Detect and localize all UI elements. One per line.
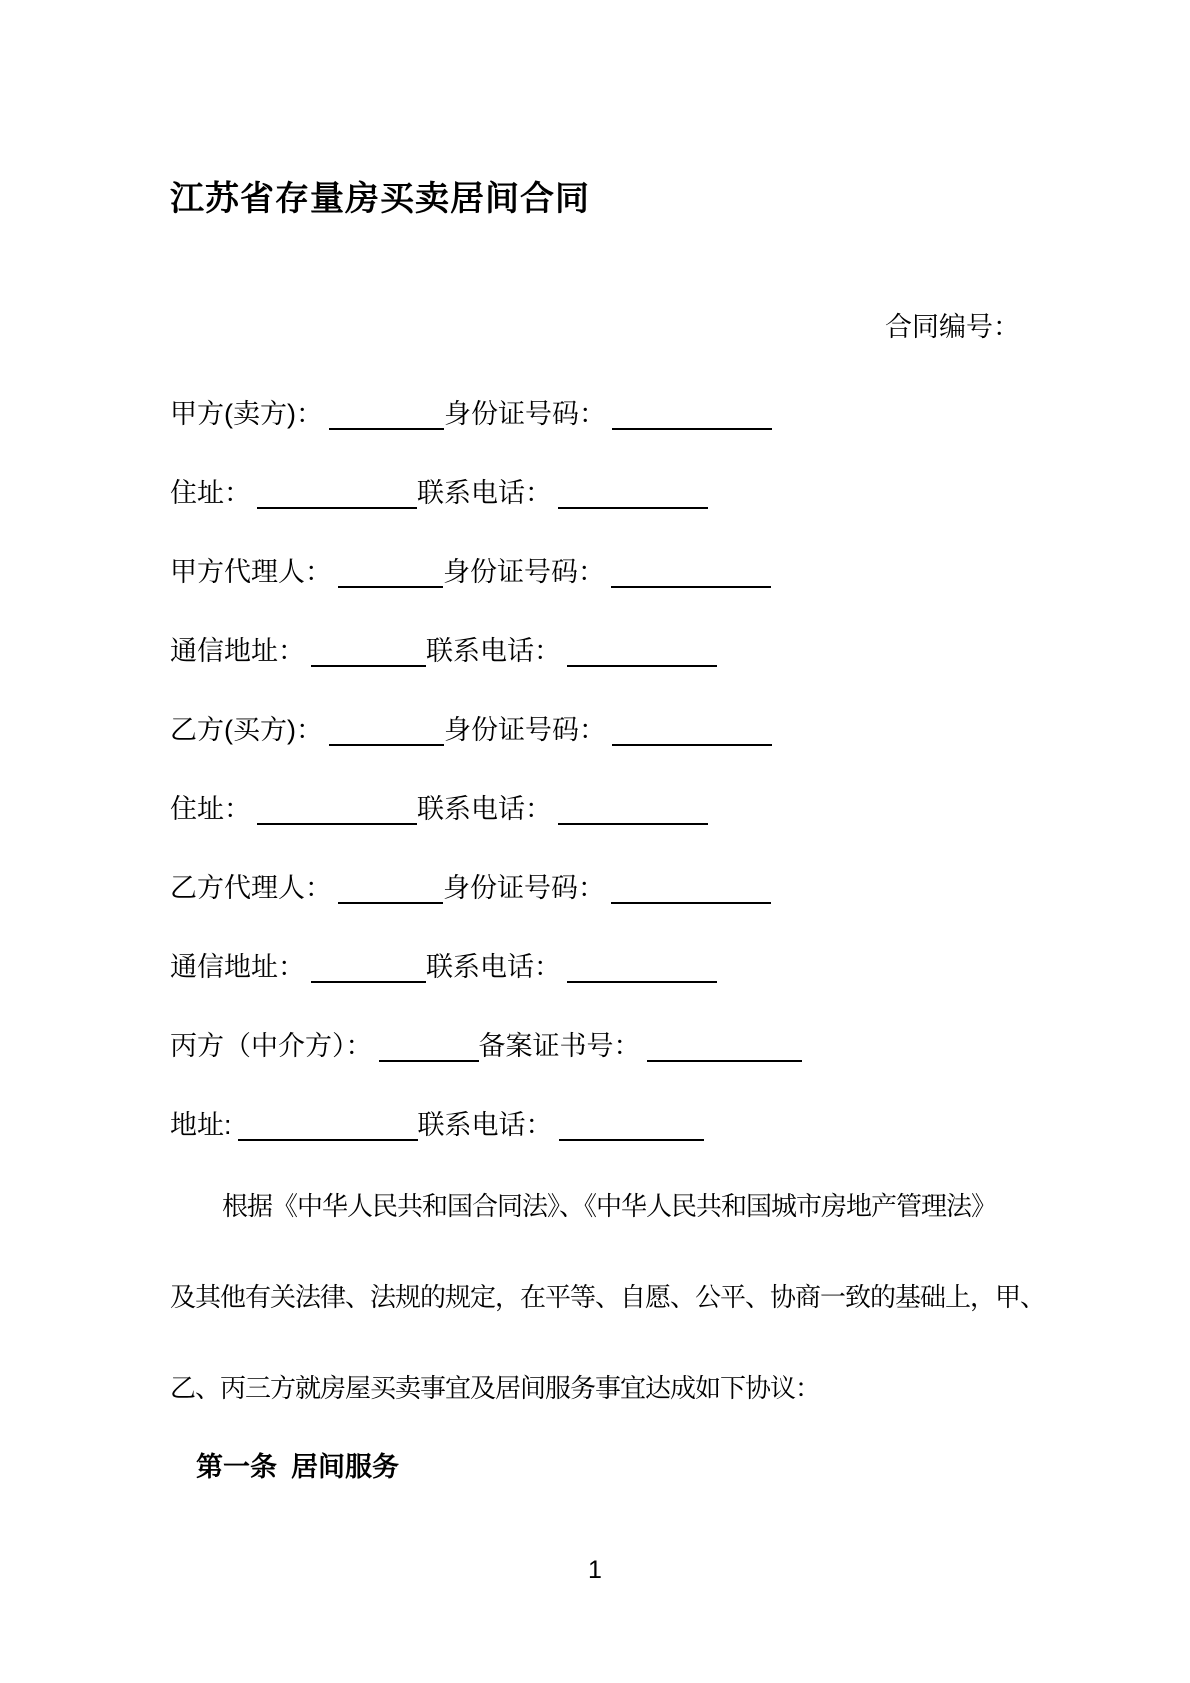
form-row-party-c-address	[170, 1109, 1020, 1141]
section-title: 居间服务	[291, 1452, 399, 1482]
fill-in-blank-party-a-agent-id[interactable]	[611, 556, 771, 588]
fill-in-blank-party-a-mailing-phone[interactable]	[567, 635, 717, 667]
contract-number-row	[170, 312, 1020, 342]
field-label: 住址：	[170, 794, 251, 824]
field-label: 通信地址：	[170, 952, 305, 982]
paragraph-line: 及其他有关法律、法规的规定，在平等、自愿、公平、协商一致的基础上，甲、	[170, 1282, 1046, 1312]
field-label: 联系电话：	[426, 952, 561, 982]
field-label: 住址：	[170, 478, 251, 508]
field-label: 身份证号码：	[443, 399, 606, 429]
fill-in-blank-party-c-name[interactable]	[379, 1030, 479, 1062]
section-heading	[170, 1450, 1020, 1484]
fill-in-blank-party-c-phone[interactable]	[559, 1109, 704, 1141]
section-number: 第一条	[196, 1452, 277, 1482]
fill-in-blank-party-b-agent-name[interactable]	[338, 872, 443, 904]
field-label: 乙方代理人：	[170, 873, 332, 903]
fill-in-blank-party-a-phone[interactable]	[558, 477, 708, 509]
field-label: 联系电话：	[417, 478, 552, 508]
fill-in-blank-party-b-name[interactable]	[329, 714, 444, 746]
form-row-party-b-mailing	[170, 951, 1020, 983]
field-label: 通信地址：	[170, 636, 305, 666]
form-row-party-a-agent	[170, 556, 1020, 588]
fill-in-blank-party-b-phone[interactable]	[558, 793, 708, 825]
field-label: 乙方(买方)：	[170, 715, 323, 745]
field-label: 身份证号码：	[443, 873, 605, 903]
paragraph-line: 乙、丙三方就房屋买卖事宜及居间服务事宜达成如下协议：	[170, 1373, 821, 1403]
form-row-party-a	[170, 398, 1020, 430]
fill-in-blank-party-c-license[interactable]	[647, 1030, 802, 1062]
form-row-party-b-address	[170, 793, 1020, 825]
fill-in-blank-party-b-mailing-address[interactable]	[311, 951, 426, 983]
field-label: 身份证号码：	[443, 557, 605, 587]
preamble-paragraph	[170, 1189, 1046, 1405]
fill-in-blank-party-c-address[interactable]	[238, 1109, 418, 1141]
form-row-party-a-mailing	[170, 635, 1020, 667]
field-label: 甲方代理人：	[170, 557, 332, 587]
fill-in-blank-party-b-id[interactable]	[612, 714, 772, 746]
field-label: 身份证号码：	[443, 715, 606, 745]
page-number: 1	[588, 1556, 602, 1584]
fill-in-blank-party-a-agent-name[interactable]	[338, 556, 443, 588]
document-title: 江苏省存量房买卖居间合同	[170, 180, 590, 218]
fill-in-blank-party-b-agent-id[interactable]	[611, 872, 771, 904]
form-row-party-b	[170, 714, 1020, 746]
form-row-party-a-address	[170, 477, 1020, 509]
field-label: 地址:	[170, 1110, 232, 1140]
field-label: 甲方(卖方)：	[170, 399, 323, 429]
fill-in-blank-party-b-address[interactable]	[257, 793, 417, 825]
fill-in-blank-party-a-name[interactable]	[329, 398, 444, 430]
form-row-party-c	[170, 1030, 1020, 1062]
field-label: 丙方（中介方）：	[170, 1031, 373, 1061]
fill-in-blank-party-a-address[interactable]	[257, 477, 417, 509]
field-label: 备案证书号：	[478, 1031, 641, 1061]
contract-number-label: 合同编号：	[885, 312, 1020, 342]
field-label: 联系电话：	[417, 794, 552, 824]
fill-in-blank-party-b-mailing-phone[interactable]	[567, 951, 717, 983]
form-row-party-b-agent	[170, 872, 1020, 904]
page-content	[0, 180, 1190, 1484]
fill-in-blank-party-a-mailing-address[interactable]	[311, 635, 426, 667]
field-label: 联系电话：	[426, 636, 561, 666]
fill-in-blank-party-a-id[interactable]	[612, 398, 772, 430]
field-label: 联系电话：	[417, 1110, 553, 1140]
paragraph-line: 根据《中华人民共和国合同法》、《中华人民共和国城市房地产管理法》	[222, 1191, 997, 1221]
